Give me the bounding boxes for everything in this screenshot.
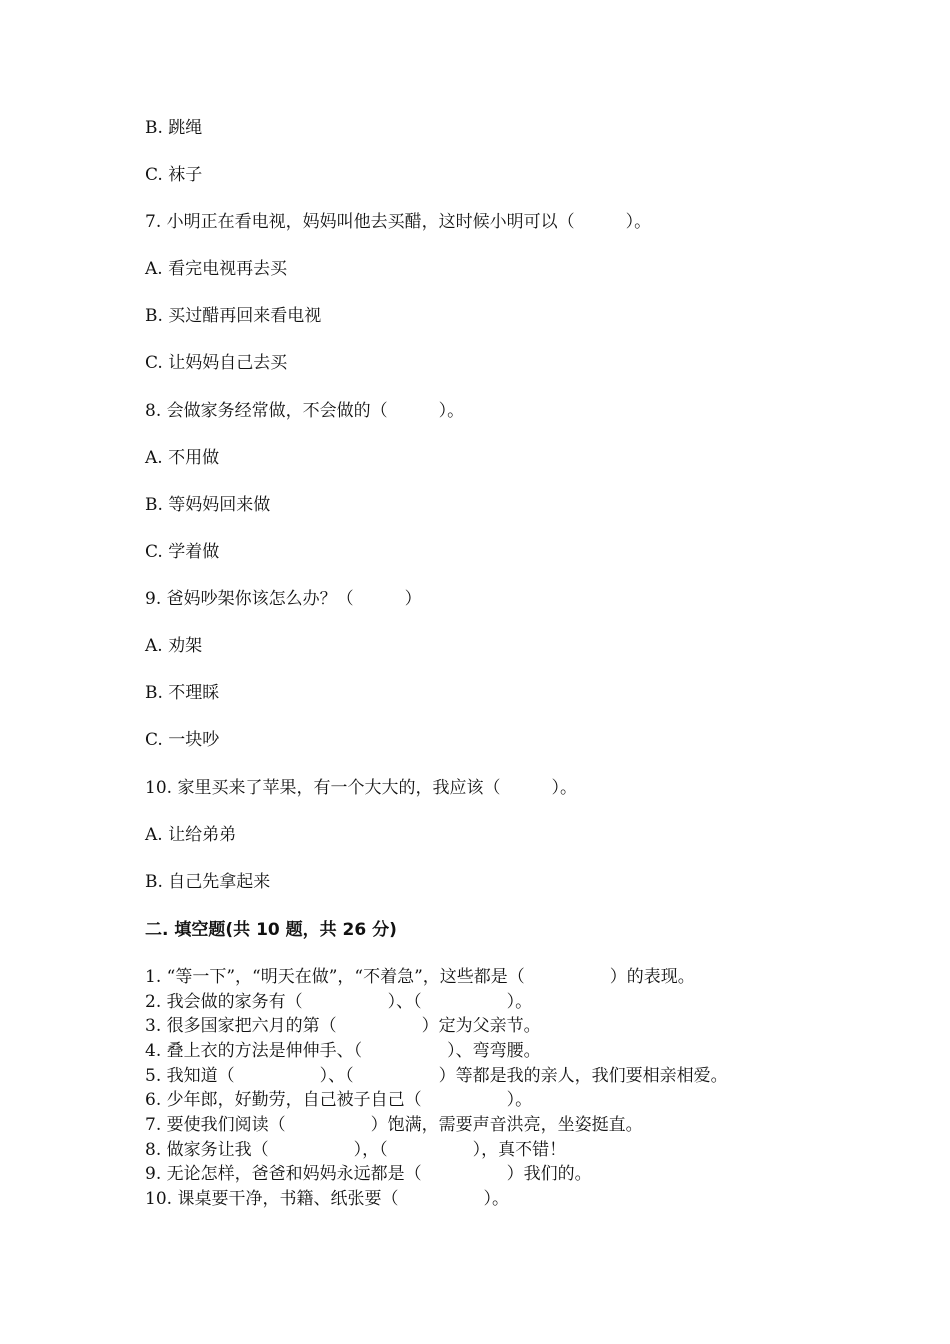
fill-item-10: 10. 课桌要干净，书籍、纸张要（ ）。	[145, 1189, 509, 1209]
fill-item-5: 5. 我知道（ ）、（ ）等都是我的亲人，我们要相亲相爱。	[145, 1066, 728, 1086]
q7-option-a: A. 看完电视再去买	[145, 259, 288, 279]
q10-option-a: A. 让给弟弟	[145, 825, 237, 845]
q7-option-c: C. 让妈妈自己去买	[145, 353, 288, 373]
q6-option-b: B. 跳绳	[145, 118, 203, 138]
q7-option-b: B. 买过醋再回来看电视	[145, 306, 322, 326]
q6-option-c: C. 袜子	[145, 165, 203, 185]
fill-item-2: 2. 我会做的家务有（ ）、（ ）。	[145, 992, 533, 1012]
section-title-fill-in: 二. 填空题(共 10 题，共 26 分)	[145, 920, 397, 940]
q10-option-b: B. 自己先拿起来	[145, 872, 271, 892]
q9-option-a: A. 劝架	[145, 636, 203, 656]
q8-option-a: A. 不用做	[145, 448, 220, 468]
fill-item-1: 1. “等一下”，“明天在做”，“不着急”，这些都是（ ）的表现。	[145, 967, 695, 987]
q8-stem: 8. 会做家务经常做，不会做的（ ）。	[145, 401, 465, 421]
q10-stem: 10. 家里买来了苹果，有一个大大的，我应该（ ）。	[145, 778, 577, 798]
q7-stem: 7. 小明正在看电视，妈妈叫他去买醋，这时候小明可以（ ）。	[145, 212, 652, 232]
fill-item-9: 9. 无论怎样，爸爸和妈妈永远都是（ ）我们的。	[145, 1164, 592, 1184]
q8-option-b: B. 等妈妈回来做	[145, 495, 271, 515]
fill-item-4: 4. 叠上衣的方法是伸伸手、（ ）、弯弯腰。	[145, 1041, 541, 1061]
q9-stem: 9. 爸妈吵架你该怎么办？（ ）	[145, 589, 422, 609]
fill-item-6: 6. 少年郎，好勤劳，自己被子自己（ ）。	[145, 1090, 533, 1110]
q8-option-c: C. 学着做	[145, 542, 220, 562]
q9-option-b: B. 不理睬	[145, 683, 220, 703]
fill-item-7: 7. 要使我们阅读（ ）饱满，需要声音洪亮，坐姿挺直。	[145, 1115, 643, 1135]
fill-item-3: 3. 很多国家把六月的第（ ）定为父亲节。	[145, 1016, 541, 1036]
q9-option-c: C. 一块吵	[145, 730, 220, 750]
fill-item-8: 8. 做家务让我（ ），（ ），真不错！	[145, 1140, 567, 1160]
